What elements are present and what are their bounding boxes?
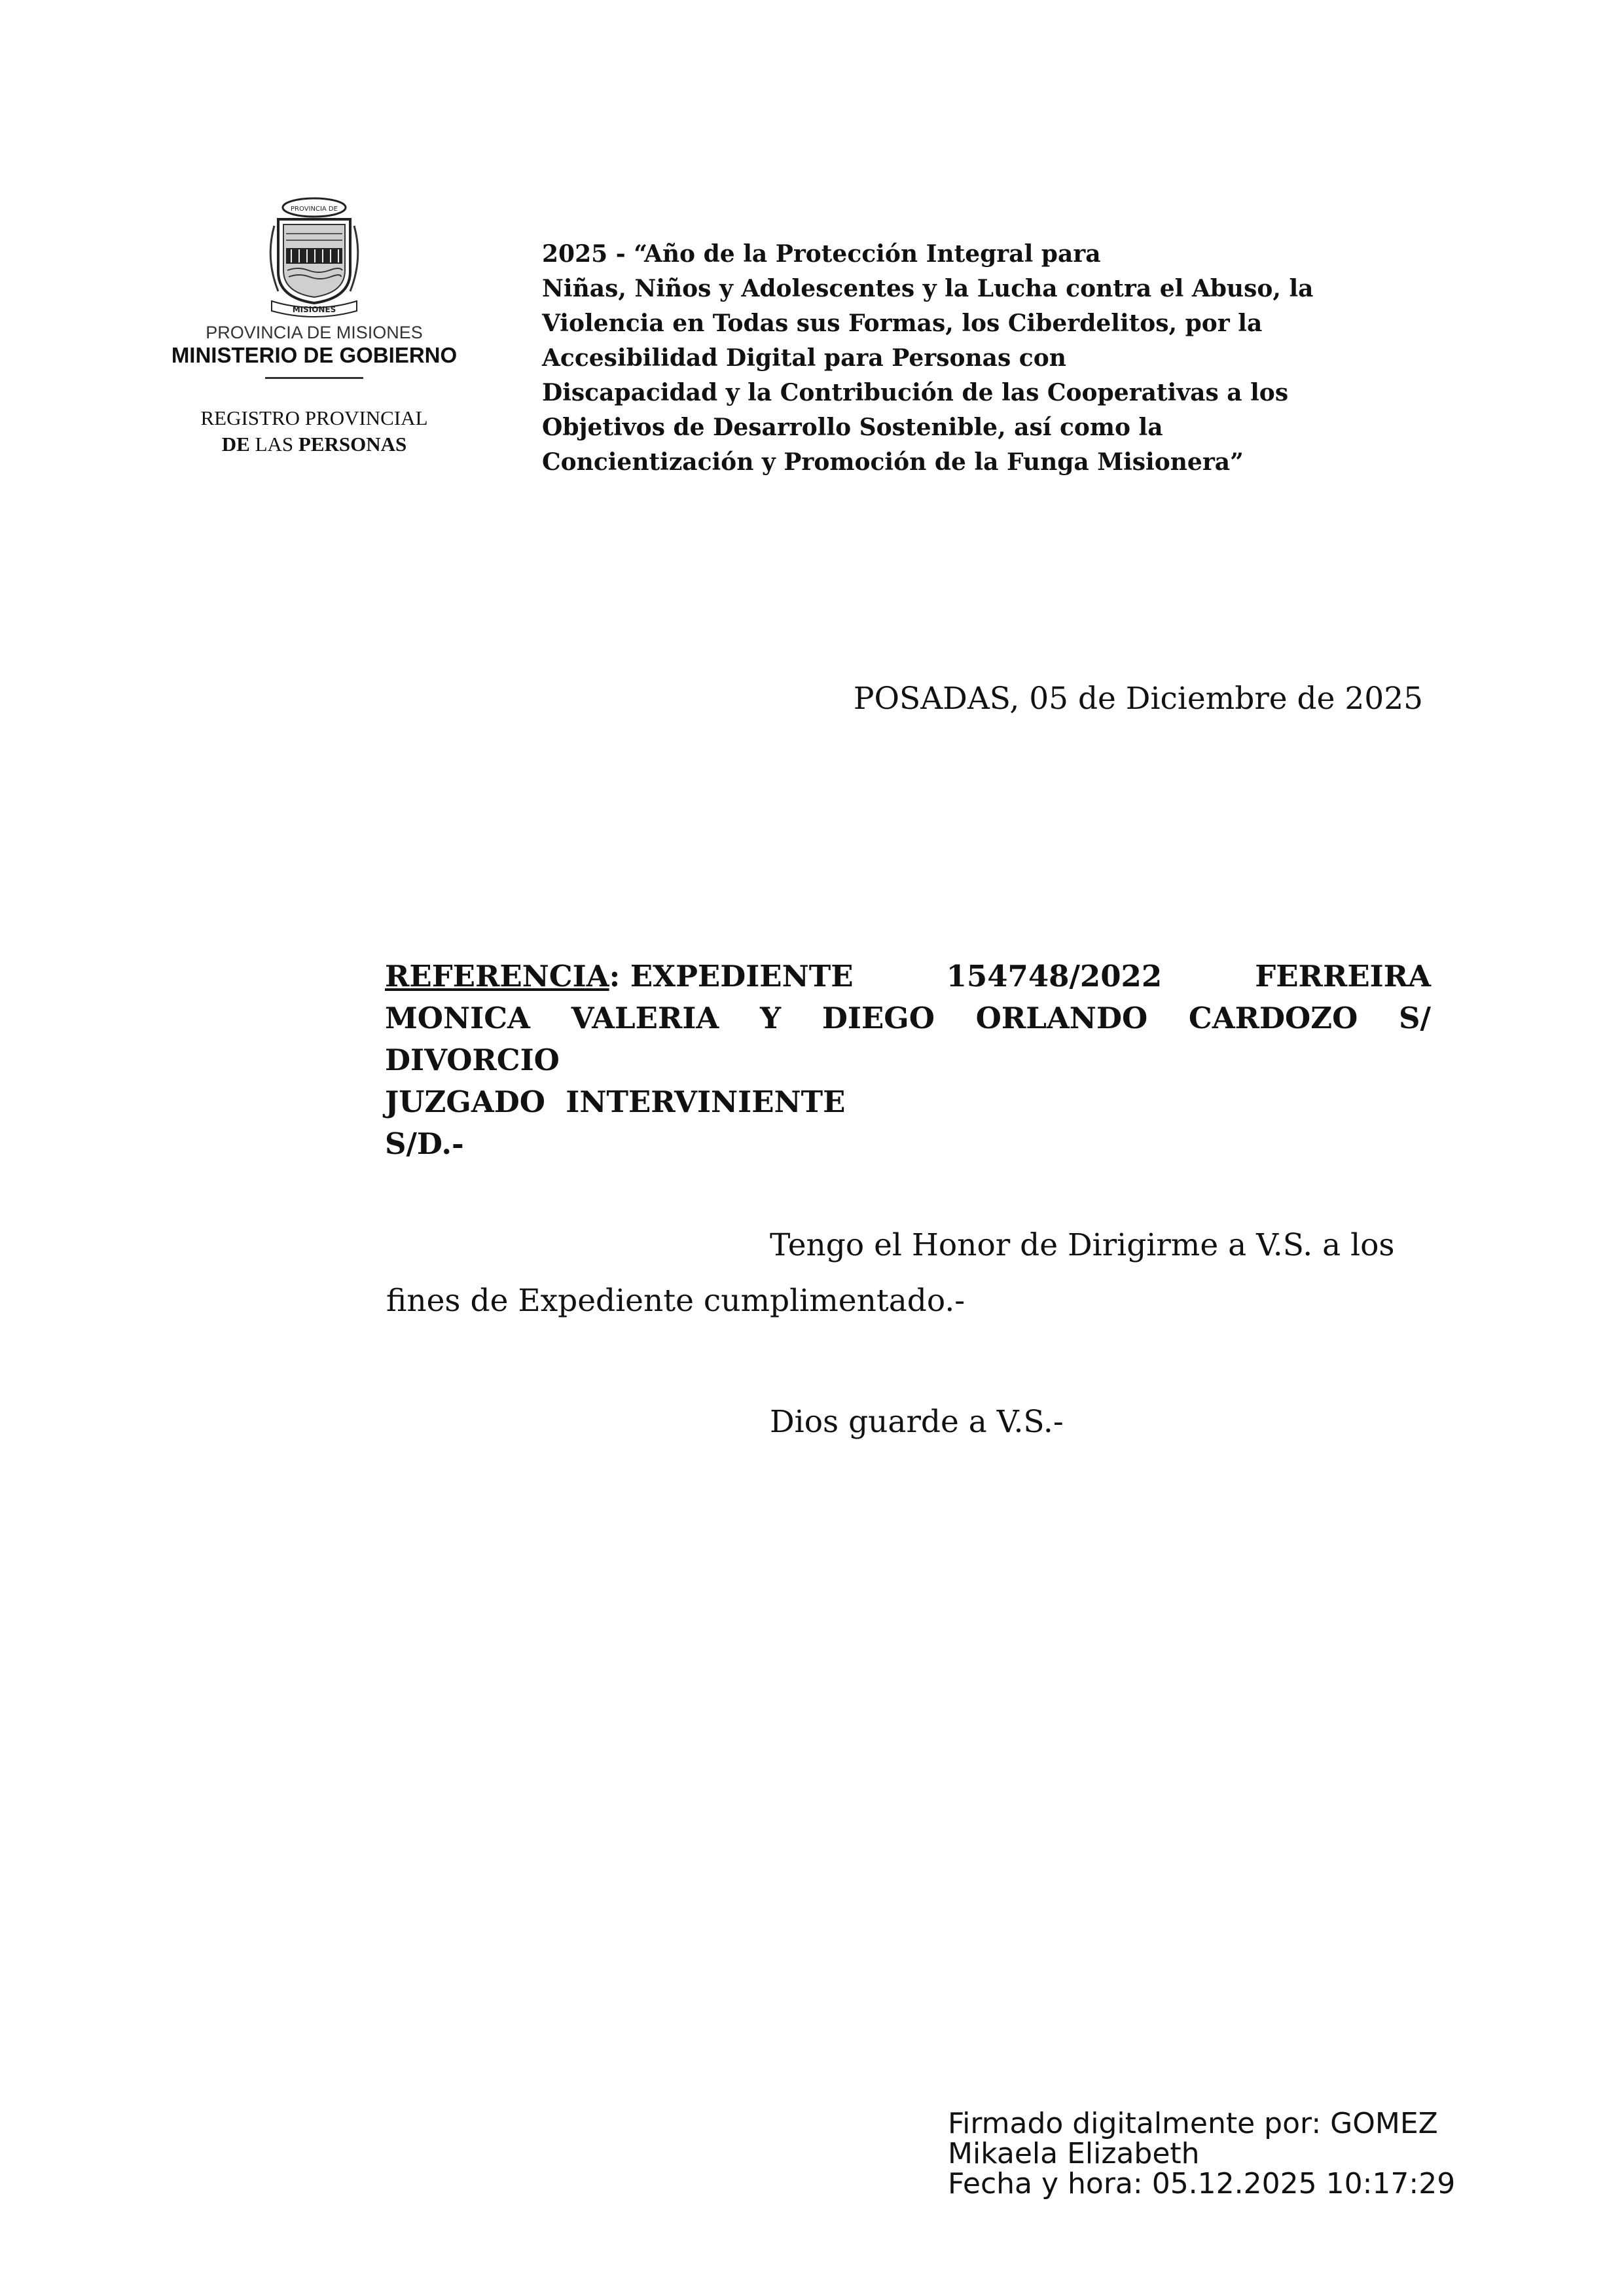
digital-signature	[948, 2109, 1455, 2199]
reference-word: VALERIA	[571, 1001, 719, 1035]
signature-line-1: Firmado digitalmente por: GOMEZ	[948, 2107, 1438, 2140]
registry-name-line1: REGISTRO PROVINCIAL	[200, 406, 428, 429]
reference-word: 154748/2022	[946, 959, 1163, 994]
motto-line: Accesibilidad Digital para Personas con	[542, 344, 1066, 372]
motto-line: Objetivos de Desarrollo Sostenible, así como la	[542, 414, 1163, 441]
reference-word: ORLANDO	[975, 1001, 1148, 1035]
motto-line: Discapacidad y la Contribución de las Cooperativas a los	[542, 379, 1289, 406]
body-line-1: Tengo el Honor de Dirigirme a V.S. a los	[770, 1227, 1395, 1263]
logo-divider	[265, 377, 363, 379]
registry-line2-part-b: LAS	[249, 433, 298, 456]
reference-label: REFERENCIA	[385, 959, 609, 994]
motto-line: Violencia en Todas sus Formas, los Ciberdelitos, por la	[542, 310, 1263, 337]
ministry-name: MINISTERIO DE GOBIERNO	[171, 343, 458, 367]
document-date: POSADAS, 05 de Diciembre de 2025	[853, 681, 1423, 717]
registry-name-line2	[164, 431, 465, 457]
reference-line-3: DIVORCIO	[385, 1043, 560, 1077]
reference-word: CARDOZO	[1188, 1001, 1358, 1035]
reference-line-1	[385, 956, 1431, 997]
letterhead-logo	[164, 193, 465, 457]
reference-line-4: JUZGADO INTERVINIENTE	[385, 1085, 846, 1119]
registry-line2-part-c: PERSONAS	[298, 433, 407, 456]
year-motto	[542, 237, 1393, 480]
motto-line: 2025 - “Año de la Protección Integral para	[542, 240, 1101, 268]
reference-line-5: S/D.-	[385, 1126, 464, 1161]
province-name: PROVINCIA DE MISIONES	[206, 323, 423, 342]
coat-of-arms-icon	[252, 193, 376, 317]
reference-word: Y	[760, 1001, 782, 1035]
signature-line-2: Mikaela Elizabeth	[948, 2137, 1200, 2170]
reference-word: MONICA	[385, 1001, 530, 1035]
reference-label-group	[385, 956, 854, 997]
reference-colon: :	[609, 959, 621, 994]
motto-line: Niñas, Niños y Adolescentes y la Lucha contra el Abuso, la	[542, 275, 1314, 302]
reference-line-2	[385, 997, 1431, 1039]
reference-word: DIEGO	[821, 1001, 935, 1035]
signature-line-3: Fecha y hora: 05.12.2025 10:17:29	[948, 2167, 1456, 2200]
coat-of-arms-text-top: PROVINCIA DE	[291, 206, 338, 213]
body-line-2: fines de Expediente cumplimentado.-	[386, 1283, 965, 1319]
reference-word: S/	[1399, 1001, 1431, 1035]
motto-line: Concientización y Promoción de la Funga Misionera”	[542, 448, 1244, 476]
closing-line: Dios guarde a V.S.-	[770, 1404, 1064, 1440]
body-paragraph	[386, 1217, 1434, 1329]
reference-word: EXPEDIENTE	[630, 959, 854, 994]
coat-of-arms-text-bottom: MISIONES	[292, 305, 336, 314]
registry-line2-part-a: DE	[221, 433, 250, 456]
reference-block	[385, 956, 1431, 1165]
reference-word: FERREIRA	[1255, 959, 1431, 994]
